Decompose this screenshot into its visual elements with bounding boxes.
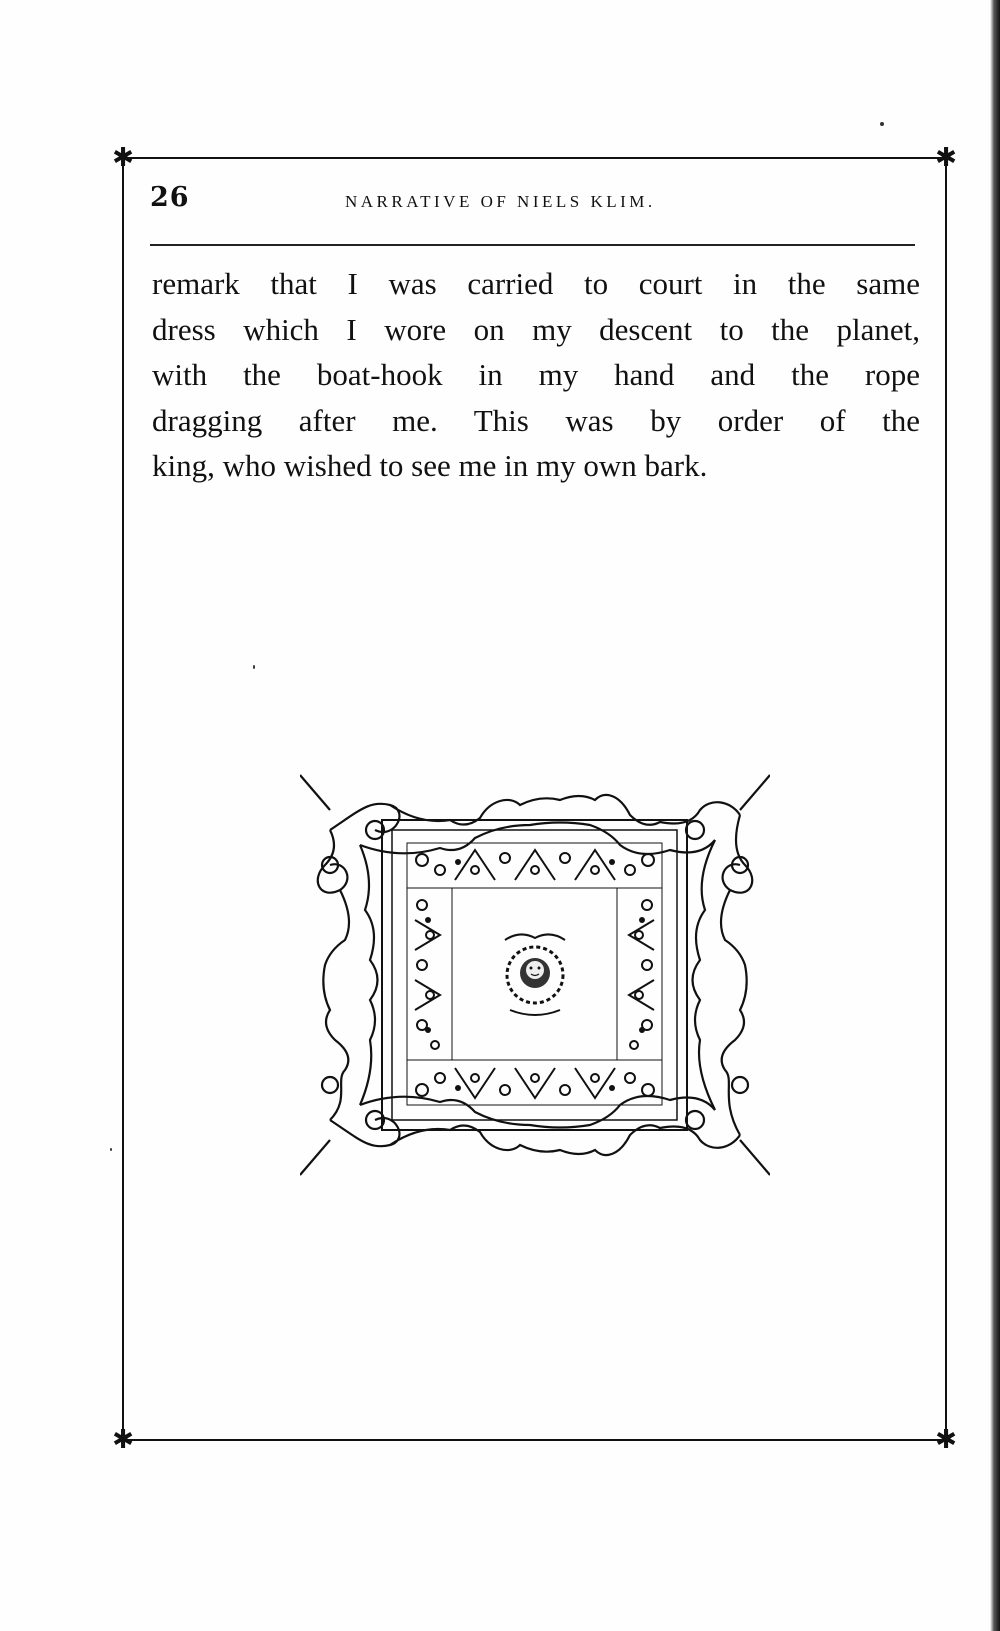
text-line: dress which I wore on my descent to the planet, xyxy=(152,311,920,347)
page-number: 26 xyxy=(150,182,190,213)
corner-star-icon: ✱ xyxy=(112,143,134,173)
book-spine-shadow xyxy=(990,0,1000,1631)
corner-star-icon: ✱ xyxy=(935,1425,957,1455)
corner-star-icon: ✱ xyxy=(935,143,957,173)
text-line: with the boat-hook in my hand and the rope xyxy=(152,357,920,392)
print-speck xyxy=(253,665,255,669)
print-speck xyxy=(110,1148,112,1151)
running-title: NARRATIVE OF NIELS KLIM. xyxy=(345,192,656,211)
ornamental-tailpiece-icon xyxy=(300,770,770,1180)
print-speck xyxy=(880,122,884,126)
body-paragraph xyxy=(152,261,920,489)
header-rule xyxy=(150,244,915,246)
text-line: remark that I was carried to court in the same xyxy=(152,266,920,301)
frame-bottom-rule xyxy=(122,1439,947,1441)
text-line: king, who wished to see me in my own bark. xyxy=(152,448,708,483)
frame-right-rule xyxy=(945,157,947,1441)
corner-star-icon: ✱ xyxy=(112,1425,134,1455)
frame-top-rule xyxy=(122,157,947,159)
frame-left-rule xyxy=(122,157,124,1441)
text-line: dragging after me. This was by order of the xyxy=(152,402,920,438)
